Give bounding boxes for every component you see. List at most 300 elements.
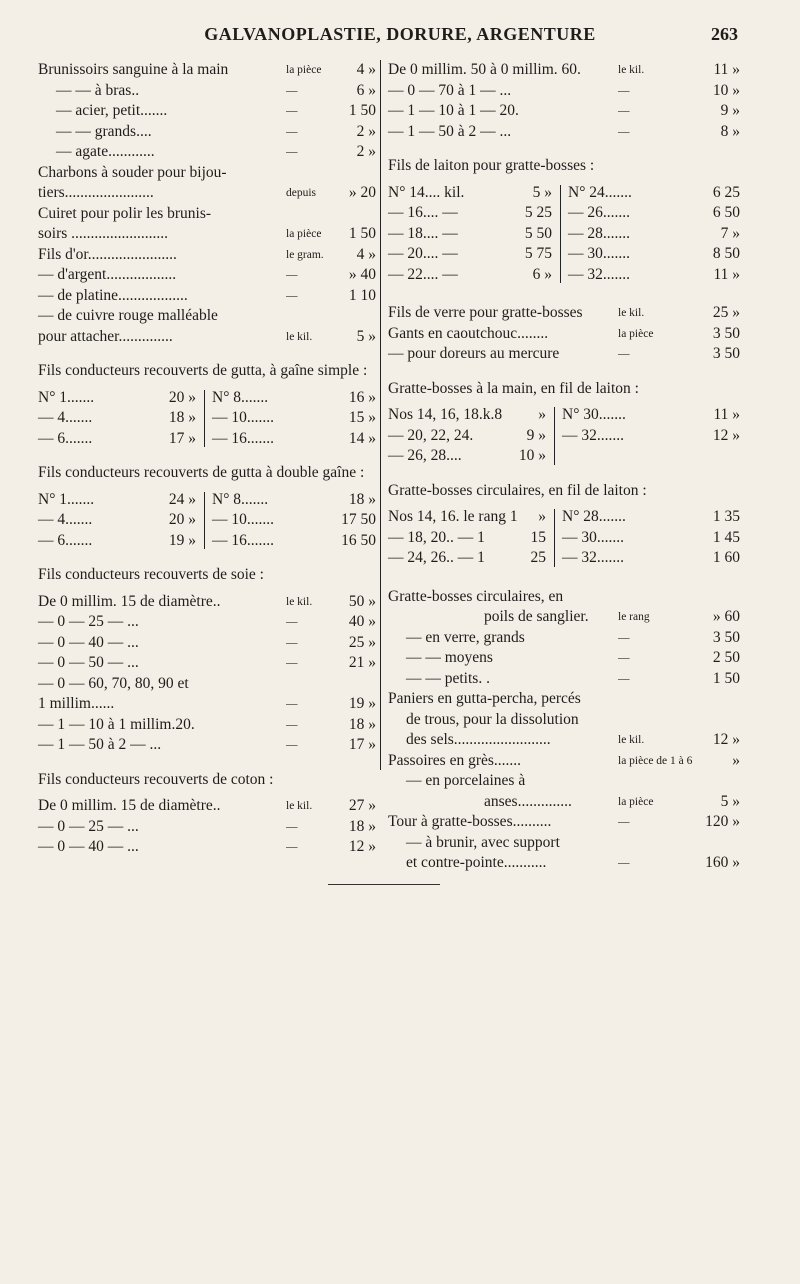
item-unit: — <box>286 698 298 710</box>
item-label: — — petits. . <box>406 669 490 687</box>
item-price: 12 » <box>712 731 740 748</box>
price-row <box>38 653 376 674</box>
item-label: — — moyens <box>406 649 493 666</box>
table-row <box>568 265 740 286</box>
table-row <box>562 548 740 569</box>
item-unit: le gram. <box>286 248 324 261</box>
price-row <box>38 224 376 245</box>
section-title: Fils conducteurs recouverts de coton : <box>38 770 274 788</box>
item-price: 25 » <box>348 633 376 651</box>
price-row <box>388 101 740 122</box>
price-row <box>388 60 740 81</box>
item-unit: — <box>286 125 298 138</box>
table-row <box>212 510 376 531</box>
table-row <box>212 408 376 429</box>
row-price: » <box>538 508 546 525</box>
item-label: Brunissoirs sanguine à la main <box>38 61 229 78</box>
price-row <box>38 163 376 184</box>
price-row <box>388 812 740 833</box>
price-row <box>38 633 376 654</box>
item-unit: le kil. <box>618 307 645 319</box>
item-label: 1 millim...... <box>38 695 115 712</box>
item-unit: la pièce <box>618 327 654 340</box>
right-column <box>388 60 740 874</box>
item-unit: — <box>618 105 630 117</box>
item-price: 2 » <box>356 122 376 140</box>
row-label: — 32....... <box>568 265 630 283</box>
item-price: 1 50 <box>348 102 376 119</box>
spacer <box>388 293 740 303</box>
row-label: — 16....... <box>212 531 274 549</box>
row-label: — 28....... <box>568 224 630 242</box>
item-label: — à brunir, avec support <box>406 833 560 851</box>
price-row <box>388 710 740 731</box>
table-divider <box>554 407 555 465</box>
price-row <box>38 735 376 756</box>
two-column-table <box>388 507 740 569</box>
item-unit: — <box>286 820 298 833</box>
item-price: » 40 <box>348 266 376 283</box>
item-unit: — <box>286 289 298 302</box>
table-right <box>212 490 376 552</box>
item-unit: — <box>618 125 630 138</box>
row-price: 20 » <box>168 388 196 406</box>
item-label: — 0 — 25 — ... <box>38 817 139 835</box>
table-row <box>388 244 552 265</box>
row-label: — 20.... — <box>388 245 458 262</box>
item-unit: — <box>286 105 298 117</box>
row-price: 25 <box>530 549 546 566</box>
section-title: Fils conducteurs recouverts de gutta à double gaîne : <box>38 464 365 481</box>
price-row <box>38 204 376 225</box>
table-row <box>568 203 740 224</box>
row-price: 6 50 <box>712 204 740 221</box>
item-label: — — grands.... <box>56 122 152 140</box>
item-price: » <box>732 751 740 769</box>
item-label: Gants en caoutchouc........ <box>388 324 549 342</box>
price-row <box>388 689 740 710</box>
table-row <box>562 426 740 447</box>
row-price: 1 60 <box>712 549 740 566</box>
item-price: 1 50 <box>348 225 376 242</box>
item-label: — de cuivre rouge malléable <box>38 307 218 324</box>
table-row <box>388 405 546 426</box>
price-row <box>38 694 376 715</box>
item-label: Gratte-bosses circulaires, en <box>388 587 564 605</box>
item-label: — 0 — 40 — ... <box>38 633 139 651</box>
page-number: 263 <box>711 24 738 44</box>
table-row <box>388 548 546 569</box>
table-left <box>388 507 546 569</box>
section-title: Fils de laiton pour gratte-bosses : <box>388 157 595 174</box>
table-right <box>212 388 376 450</box>
item-label: et contre-pointe........... <box>406 854 547 871</box>
table-row <box>38 531 196 552</box>
price-row <box>38 817 376 838</box>
two-column-table <box>38 490 376 552</box>
item-unit: — <box>286 841 298 853</box>
two-column-table <box>388 405 740 467</box>
item-label: Tour à gratte-bosses.......... <box>388 813 552 830</box>
table-row <box>568 224 740 245</box>
row-price: 18 » <box>348 490 376 508</box>
price-row <box>38 715 376 736</box>
table-row <box>388 426 546 447</box>
item-unit: — <box>618 857 630 869</box>
section-title: Fils conducteurs recouverts de gutta, à gaîne simple : <box>38 362 368 379</box>
table-row <box>388 446 546 467</box>
row-price: 5 25 <box>524 204 552 221</box>
item-unit: le kil. <box>286 800 313 812</box>
table-row <box>38 429 196 450</box>
row-label: N° 14.... kil. <box>388 183 465 201</box>
row-label: — 32....... <box>562 426 624 444</box>
row-price: 8 50 <box>712 245 740 262</box>
item-unit: la pièce <box>286 228 322 240</box>
item-unit: — <box>286 636 298 649</box>
row-label: — 26....... <box>568 204 630 221</box>
price-row <box>388 81 740 102</box>
row-label: — 22.... — <box>388 265 458 283</box>
price-row <box>388 587 740 608</box>
table-row <box>562 507 740 528</box>
item-unit: — <box>618 84 630 97</box>
price-row <box>388 669 740 690</box>
item-price: » 20 <box>348 184 376 201</box>
item-unit: — <box>618 652 630 664</box>
item-unit: la pièce <box>618 795 654 808</box>
row-label: — 30....... <box>562 528 624 546</box>
item-label: — 1 — 10 à 1 — 20. <box>388 102 519 119</box>
row-price: 16 50 <box>341 531 376 549</box>
item-label: pour attacher.............. <box>38 327 173 345</box>
item-price: 2 » <box>356 143 376 160</box>
row-label: — 6....... <box>38 531 93 549</box>
row-price: 10 » <box>518 447 546 464</box>
item-label: — agate............ <box>56 143 155 160</box>
end-rule <box>328 884 440 885</box>
section-title: Gratte-bosses à la main, en fil de laiton : <box>388 379 639 397</box>
item-unit: le rang <box>618 611 650 623</box>
item-price: 25 » <box>712 304 740 321</box>
item-label: de trous, pour la dissolution <box>406 710 579 728</box>
price-row <box>38 286 376 307</box>
item-unit: — <box>286 657 298 669</box>
row-price: 5 50 <box>524 224 552 242</box>
price-row <box>388 771 740 792</box>
row-price: 14 » <box>348 429 376 447</box>
table-row <box>562 405 740 426</box>
price-row <box>388 648 740 669</box>
row-price: 5 75 <box>524 245 552 262</box>
row-price: 20 » <box>168 511 196 528</box>
item-unit: — <box>618 348 630 360</box>
price-row <box>38 142 376 163</box>
item-label: — 0 — 40 — ... <box>38 838 139 855</box>
price-row <box>38 327 376 348</box>
row-price: 1 45 <box>712 528 740 546</box>
item-label: — d'argent.................. <box>38 266 177 283</box>
row-label: Nos 14, 16, 18.k.8 <box>388 406 503 423</box>
item-label: Fils de verre pour gratte-bosses <box>388 304 583 321</box>
item-price: » 60 <box>712 608 740 625</box>
table-row <box>38 510 196 531</box>
column-divider <box>380 60 381 770</box>
table-left <box>38 388 196 450</box>
item-unit: — <box>286 739 298 751</box>
item-label: Cuiret pour polir les brunis- <box>38 204 212 222</box>
section-title: Gratte-bosses circulaires, en fil de laiton : <box>388 481 647 499</box>
row-label: — 16.... — <box>388 204 458 221</box>
item-unit: — <box>618 816 630 828</box>
row-label: — 32....... <box>562 549 624 566</box>
item-price: 5 » <box>720 792 740 810</box>
row-label: — 26, 28.... <box>388 447 462 464</box>
price-row <box>388 607 740 628</box>
table-divider <box>554 509 555 567</box>
row-label: N° 30....... <box>562 406 626 423</box>
two-column-table <box>38 388 376 450</box>
price-row <box>38 245 376 266</box>
item-label: — 0 — 70 à 1 — ... <box>388 81 512 99</box>
row-price: 11 » <box>713 406 740 423</box>
item-price: 8 » <box>720 122 740 140</box>
item-unit: le kil. <box>618 734 645 746</box>
row-label: — 30....... <box>568 245 630 262</box>
table-row <box>562 528 740 549</box>
price-row <box>38 612 376 633</box>
table-row <box>568 244 740 265</box>
item-price: 2 50 <box>712 649 740 666</box>
table-row <box>388 507 546 528</box>
table-left <box>388 405 546 467</box>
item-price: 18 » <box>348 817 376 835</box>
item-price: 10 » <box>712 81 740 99</box>
table-row <box>38 388 196 409</box>
row-price: 15 » <box>348 409 376 426</box>
price-row <box>388 628 740 649</box>
item-label: — acier, petit....... <box>56 102 168 119</box>
item-unit: le kil. <box>286 330 313 343</box>
item-label: — pour doreurs au mercure <box>388 345 560 362</box>
row-label: — 18, 20.. — 1 <box>388 528 485 546</box>
item-unit: la pièce <box>286 64 322 76</box>
item-price: 120 » <box>705 813 740 830</box>
row-label: N° 1....... <box>38 490 95 508</box>
table-divider <box>204 390 205 448</box>
item-price: 1 50 <box>712 669 740 687</box>
item-price: 27 » <box>348 797 376 814</box>
item-price: 160 » <box>705 854 740 871</box>
item-label: — 0 — 25 — ... <box>38 613 139 630</box>
table-right <box>562 507 740 569</box>
item-label: des sels......................... <box>406 731 551 748</box>
row-price: 11 » <box>713 265 740 283</box>
row-label: — 10....... <box>212 409 274 426</box>
table-row <box>388 183 552 204</box>
row-price: 1 35 <box>712 508 740 525</box>
item-price: 6 » <box>356 81 376 99</box>
row-price: 12 » <box>712 426 740 444</box>
price-row <box>388 751 740 772</box>
item-price: 9 » <box>720 102 740 119</box>
item-price: 40 » <box>348 613 376 630</box>
item-price: 5 » <box>356 327 376 345</box>
row-price: 19 » <box>168 531 196 549</box>
row-price: 6 25 <box>712 183 740 201</box>
item-label: — de platine.................. <box>38 286 188 304</box>
item-label: — — à bras.. <box>56 81 140 99</box>
price-row <box>388 324 740 345</box>
price-row <box>38 837 376 858</box>
item-price: 50 » <box>348 592 376 610</box>
price-row <box>38 306 376 327</box>
item-label: poils de sanglier. <box>484 608 589 625</box>
item-label: Fils d'or....................... <box>38 245 177 263</box>
item-price: 3 50 <box>712 628 740 646</box>
item-unit: — <box>286 718 298 731</box>
item-price: 12 » <box>348 838 376 855</box>
item-label: Charbons à souder pour bijou- <box>38 163 227 181</box>
price-row <box>388 303 740 324</box>
table-row <box>568 183 740 204</box>
price-row <box>38 60 376 81</box>
left-column <box>38 60 376 858</box>
table-right <box>562 405 740 446</box>
item-unit: le kil. <box>286 595 313 608</box>
row-label: — 18.... — <box>388 224 458 242</box>
row-price: 6 » <box>532 265 552 283</box>
row-price: 7 » <box>720 224 740 242</box>
table-row <box>212 388 376 409</box>
table-row <box>212 429 376 450</box>
table-divider <box>560 185 561 284</box>
table-row <box>388 203 552 224</box>
item-label: soirs ......................... <box>38 225 169 242</box>
item-price: 21 » <box>348 654 376 671</box>
item-unit: — <box>286 146 298 158</box>
item-label: — en verre, grands <box>406 628 525 646</box>
item-label: tiers....................... <box>38 184 154 201</box>
item-price: 18 » <box>348 715 376 733</box>
item-label: Paniers en gutta-percha, percés <box>388 690 581 707</box>
table-divider <box>204 492 205 550</box>
row-label: — 6....... <box>38 429 93 447</box>
price-row <box>388 122 740 143</box>
price-row <box>388 792 740 813</box>
item-price: 17 » <box>348 736 376 753</box>
price-row <box>388 344 740 365</box>
item-unit: — <box>618 672 630 685</box>
item-unit: — <box>286 616 298 628</box>
item-label: De 0 millim. 50 à 0 millim. 60. <box>388 61 581 78</box>
row-label: — 4....... <box>38 511 93 528</box>
item-unit: — <box>286 84 298 97</box>
price-row <box>38 101 376 122</box>
price-row <box>388 833 740 854</box>
row-label: N° 28....... <box>562 508 626 525</box>
item-label: — 1 — 50 à 2 — ... <box>388 122 512 140</box>
item-unit: la pièce de 1 à 6 <box>618 754 693 767</box>
table-row <box>388 265 552 286</box>
item-label: — en porcelaines à <box>406 772 526 789</box>
item-label: — 0 — 50 — ... <box>38 654 139 671</box>
section-title: Fils conducteurs recouverts de soie : <box>38 566 264 583</box>
price-row <box>38 183 376 204</box>
table-row <box>212 531 376 552</box>
item-unit: depuis <box>286 187 317 199</box>
spacer <box>388 577 740 587</box>
item-label: — 0 — 60, 70, 80, 90 et <box>38 674 189 692</box>
item-price: 3 50 <box>712 324 740 342</box>
item-price: 4 » <box>356 245 376 263</box>
row-label: — 16....... <box>212 429 274 447</box>
item-price: 4 » <box>356 61 376 78</box>
row-label: N° 1....... <box>38 388 95 406</box>
row-label: — 20, 22, 24. <box>388 426 474 444</box>
price-row <box>388 853 740 874</box>
row-label: — 4....... <box>38 409 93 426</box>
item-price: 3 50 <box>712 345 740 362</box>
row-price: 17 50 <box>341 511 376 528</box>
row-label: — 10....... <box>212 511 274 528</box>
price-row <box>38 674 376 695</box>
item-label: De 0 millim. 15 de diamètre.. <box>38 592 221 610</box>
price-row <box>38 265 376 286</box>
item-unit: — <box>618 631 630 644</box>
row-price: » <box>538 406 546 423</box>
row-label: N° 8....... <box>212 490 269 508</box>
table-left <box>388 183 552 286</box>
row-price: 24 » <box>168 490 196 508</box>
item-label: anses.............. <box>484 792 572 810</box>
price-row <box>388 730 740 751</box>
table-row <box>212 490 376 511</box>
item-label: — 1 — 50 à 2 — ... <box>38 736 162 753</box>
table-right <box>568 183 740 286</box>
item-label: — 1 — 10 à 1 millim.20. <box>38 715 195 733</box>
two-column-table <box>388 183 740 286</box>
item-label: De 0 millim. 15 de diamètre.. <box>38 797 221 814</box>
price-row <box>38 592 376 613</box>
item-price: 19 » <box>348 695 376 712</box>
table-row <box>388 224 552 245</box>
item-unit: — <box>286 269 298 281</box>
row-label: — 24, 26.. — 1 <box>388 549 485 566</box>
table-row <box>388 528 546 549</box>
item-label: Passoires en grès....... <box>388 751 522 769</box>
row-label: N° 24....... <box>568 183 632 201</box>
table-row <box>38 408 196 429</box>
page-title: GALVANOPLASTIE, DORURE, ARGENTURE <box>204 24 596 44</box>
item-price: 11 » <box>713 61 740 78</box>
row-price: 15 <box>530 528 546 546</box>
price-row <box>38 122 376 143</box>
price-row <box>38 81 376 102</box>
table-row <box>38 490 196 511</box>
row-price: 5 » <box>532 183 552 201</box>
row-price: 17 » <box>168 429 196 447</box>
row-price: 16 » <box>348 388 376 406</box>
price-row <box>38 796 376 817</box>
row-price: 18 » <box>168 409 196 426</box>
row-label: N° 8....... <box>212 388 269 406</box>
item-unit: le kil. <box>618 64 645 76</box>
row-price: 9 » <box>526 426 546 444</box>
table-left <box>38 490 196 552</box>
row-label: Nos 14, 16. le rang 1 <box>388 508 518 525</box>
item-price: 1 10 <box>348 286 376 304</box>
